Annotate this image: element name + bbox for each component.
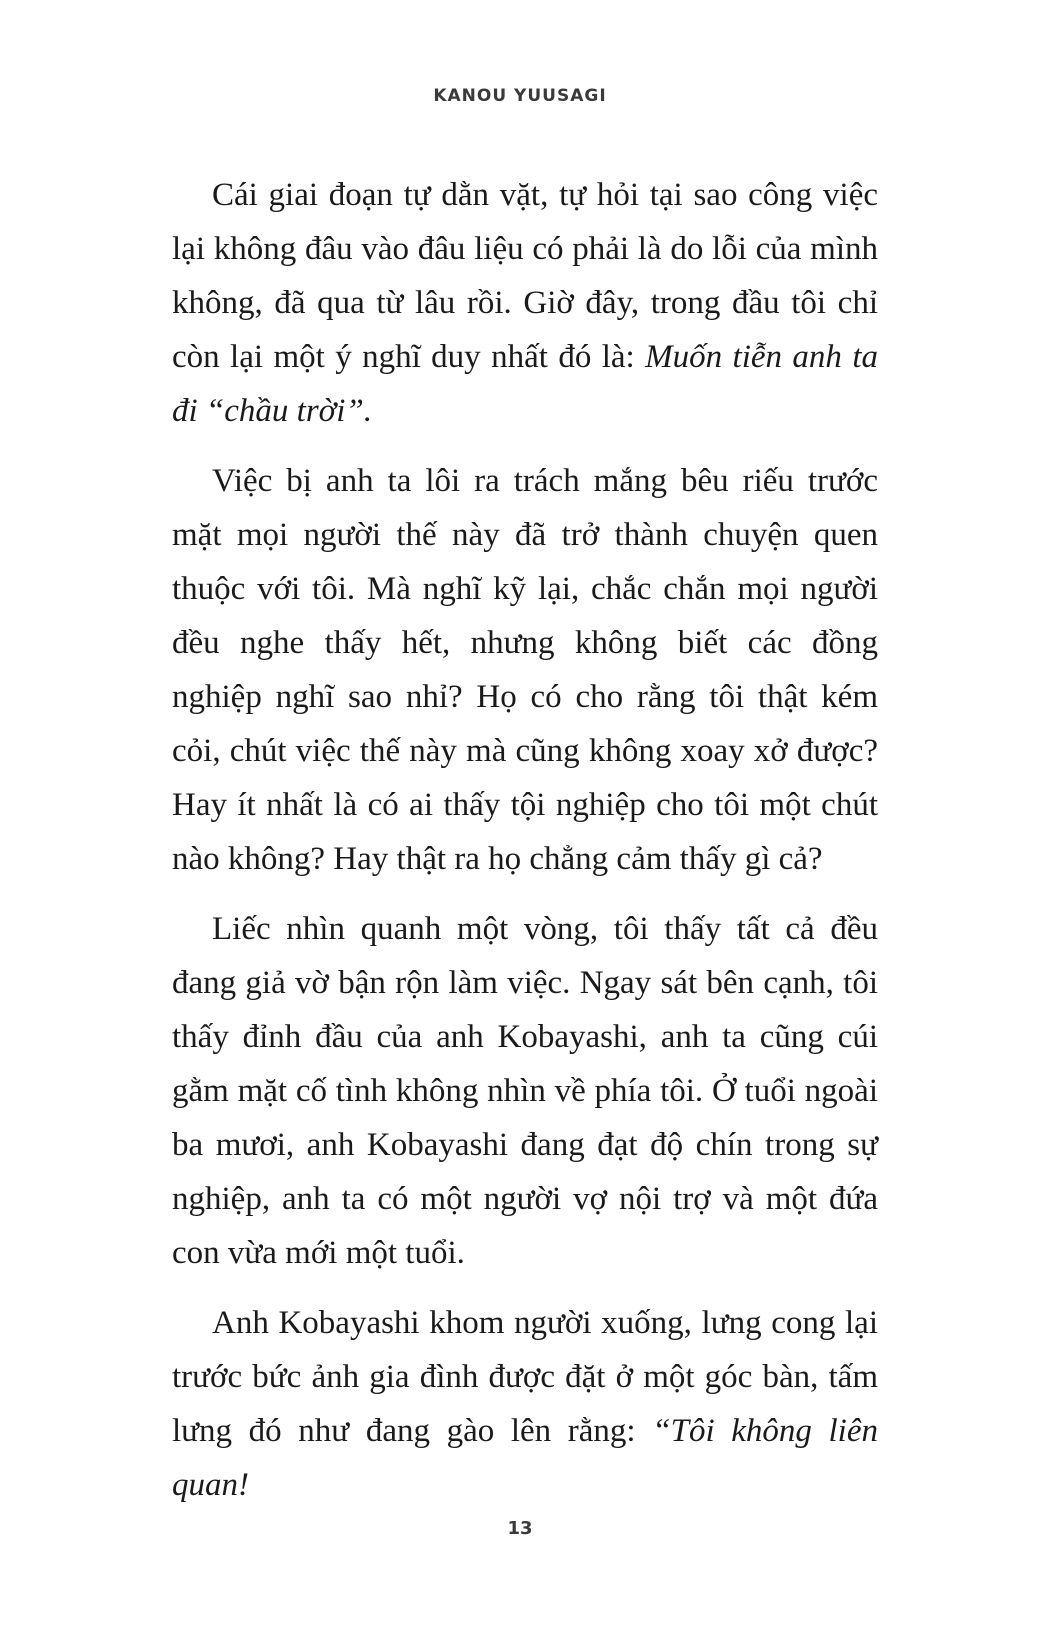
paragraph-2: Việc bị anh ta lôi ra trách mắng bêu riếu trước mặt mọi người thế này đã trở thành chuyện quen thuộc với tôi. Mà nghĩ kỹ lại, chắc chắn mọi người đều nghe thấy hết, nhưng không biết các đồng nghiệp nghĩ sao nhỉ? Họ có cho rằng tôi thật kém cỏi, chút việc thế này mà cũng không xoay xở được? Hay ít nhất là có ai thấy tội nghiệp cho tôi một chút nào không? Hay thật ra họ chẳng cảm thấy gì cả?: [172, 463, 878, 877]
running-header-author: KANOU YUUSAGI: [433, 86, 607, 106]
paragraph-4-text: Anh Kobayashi khom người xuống, lưng cong lại trước bức ảnh gia đình được đặt ở một góc bàn, tấm lưng đó như đang gào lên rằng:: [172, 1305, 878, 1449]
paragraph-1-italic: Muốn tiễn anh ta đi “chầu trời”.: [172, 339, 878, 429]
body-text: [172, 168, 878, 1528]
paragraph-4-italic: “Tôi không liên quan!: [172, 1413, 878, 1503]
paragraph-1: [172, 168, 878, 438]
paragraph-3: Liếc nhìn quanh một vòng, tôi thấy tất cả đều đang giả vờ bận rộn làm việc. Ngay sát bên cạnh, tôi thấy đỉnh đầu của anh Kobayashi, anh ta cũng cúi gằm mặt cố tình không nhìn về phía tôi. Ở tuổi ngoài ba mươi, anh Kobayashi đang đạt độ chín trong sự nghiệp, anh ta có một người vợ nội trợ và một đứa con vừa mới một tuổi.: [172, 911, 878, 1271]
page-number: 13: [507, 1518, 533, 1539]
paragraph-1-text: Cái giai đoạn tự dằn vặt, tự hỏi tại sao công việc lại không đâu vào đâu liệu có phải là do lỗi của mình không, đã qua từ lâu rồi. Giờ đây, trong đầu tôi chỉ còn lại một ý nghĩ duy nhất đó là:: [172, 177, 878, 375]
paragraph-4: [172, 1296, 878, 1512]
